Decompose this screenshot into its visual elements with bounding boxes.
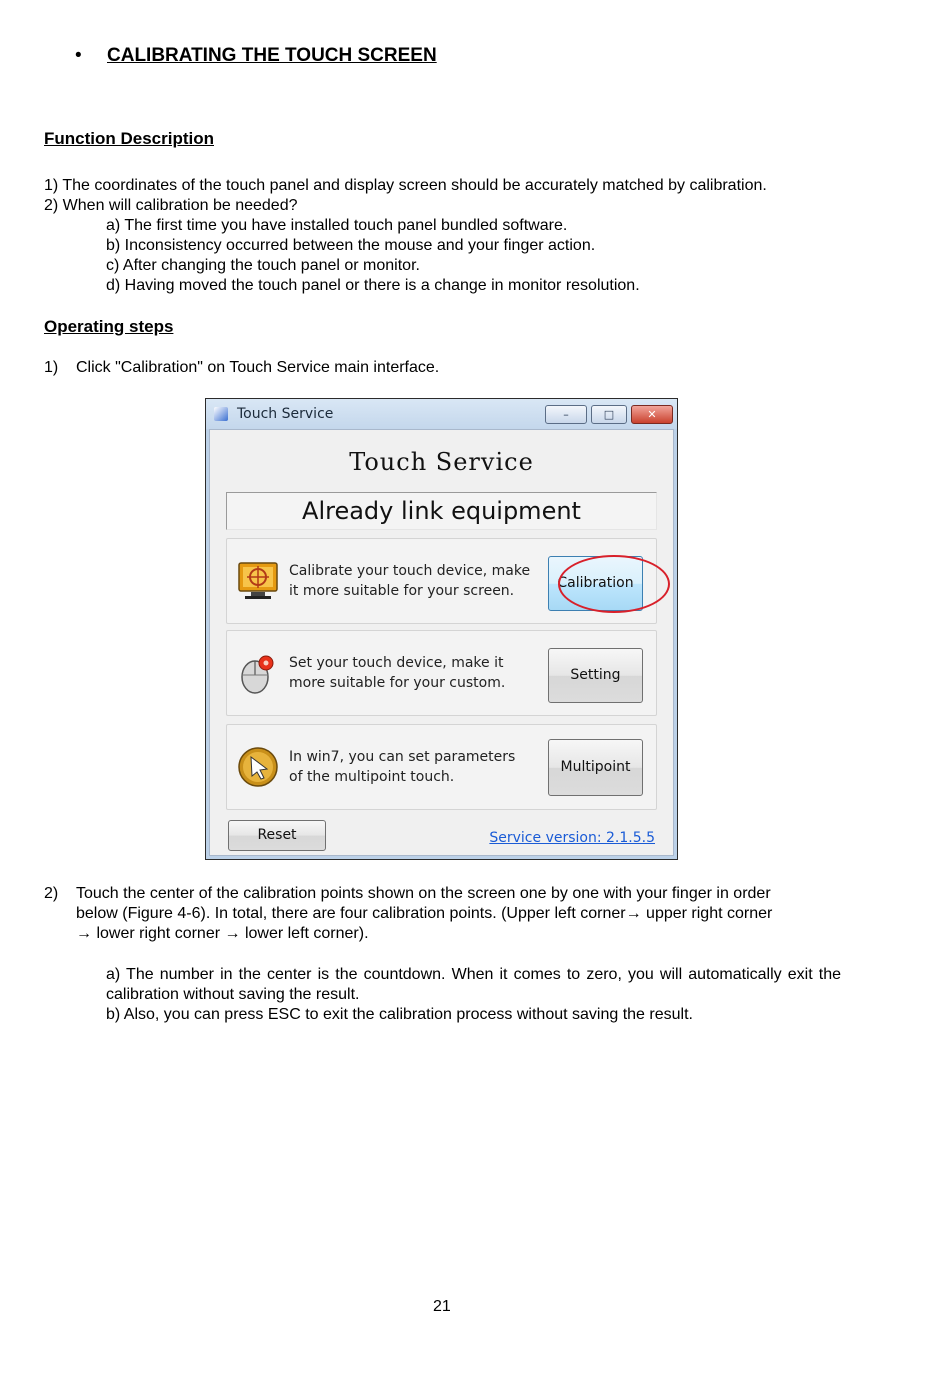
service-version-link[interactable]: Service version: 2.1.5.5 <box>489 830 655 846</box>
highlight-ellipse <box>558 555 670 613</box>
step-2-number: 2) <box>44 885 59 902</box>
function-item-1: 1) The coordinates of the touch panel and display screen should be accurately matched by calibration. <box>44 177 767 194</box>
window-client <box>209 429 674 856</box>
minimize-button[interactable]: – <box>545 405 587 424</box>
app-title: Touch Service <box>349 448 534 476</box>
page-title: CALIBRATING THE TOUCH SCREEN <box>107 45 437 66</box>
calibration-description-line-1: Calibrate your touch device, make <box>289 563 531 579</box>
function-sub-d: d) Having moved the touch panel or there is a change in monitor resolution. <box>106 277 640 294</box>
setting-description-line-2: more suitable for your custom. <box>289 675 506 691</box>
multipoint-button[interactable]: Multipoint <box>548 739 643 796</box>
maximize-button[interactable]: □ <box>591 405 627 424</box>
function-item-2: 2) When will calibration be needed? <box>44 197 298 214</box>
reset-button[interactable]: Reset <box>228 820 326 851</box>
multipoint-description-line-2: of the multipoint touch. <box>289 769 455 785</box>
function-sub-c: c) After changing the touch panel or monitor. <box>106 257 420 274</box>
calibration-button[interactable]: Calibration <box>548 556 643 611</box>
page-number: 21 <box>433 1298 451 1315</box>
function-sub-b: b) Inconsistency occurred between the mouse and your finger action. <box>106 237 596 254</box>
window-titlebar <box>206 399 677 429</box>
operating-steps-heading: Operating steps <box>44 317 174 336</box>
close-button[interactable]: ✕ <box>631 405 673 424</box>
step-2-line-2: below (Figure 4-6). In total, there are four calibration points. (Upper left corner→ upper right corner <box>76 905 773 922</box>
function-description-heading: Function Description <box>44 129 214 148</box>
mouse-settings-icon <box>236 651 280 695</box>
bullet: • <box>75 45 82 66</box>
calibration-description <box>289 561 530 601</box>
connection-status: Already link equipment <box>226 492 657 530</box>
setting-description <box>289 653 505 693</box>
calibration-description-line-2: it more suitable for your screen. <box>289 583 515 599</box>
setting-button[interactable]: Setting <box>548 648 643 703</box>
step-2-line-3: → lower right corner → lower left corner). <box>76 925 369 942</box>
note-a: a) The number in the center is the countdown. When it comes to zero, you will automatically exit the calibration without saving the result. <box>106 966 841 1003</box>
note-b: b) Also, you can press ESC to exit the calibration process without saving the result. <box>106 1006 693 1023</box>
calibrate-monitor-icon <box>236 559 280 603</box>
cursor-arrow-icon <box>236 745 280 789</box>
app-icon <box>214 407 228 421</box>
step-1-number: 1) <box>44 359 59 376</box>
setting-panel <box>226 630 657 716</box>
touch-service-window <box>205 398 678 860</box>
multipoint-description <box>289 747 515 787</box>
window-title: Touch Service <box>237 406 334 422</box>
function-sub-a: a) The first time you have installed touch panel bundled software. <box>106 217 568 234</box>
setting-description-line-1: Set your touch device, make it <box>289 655 504 671</box>
step-2-line-1: Touch the center of the calibration points shown on the screen one by one with your finger in order <box>76 885 771 902</box>
step-1-text: Click "Calibration" on Touch Service main interface. <box>76 359 440 376</box>
multipoint-panel <box>226 724 657 810</box>
multipoint-description-line-1: In win7, you can set parameters <box>289 749 516 765</box>
calibration-panel <box>226 538 657 624</box>
